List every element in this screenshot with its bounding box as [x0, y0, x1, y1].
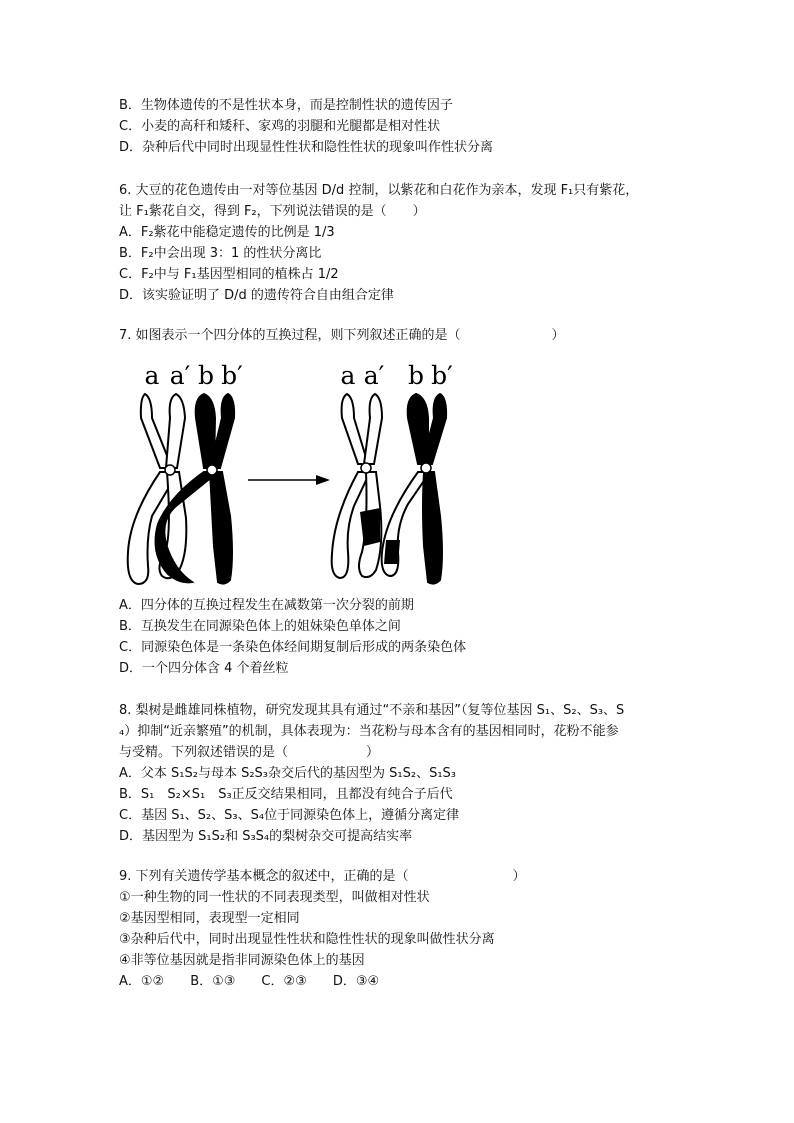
q6-stem-line1: 6. 大豆的花色遗传由一对等位基因 D/d 控制，以紫花和白花作为亲本，发现 F₁只有紫花， — [119, 183, 639, 198]
q7-option-a: A．四分体的互换过程发生在减数第一次分裂的前期 — [119, 598, 414, 613]
q8-stem-line3: 与受精。下列叙述错误的是（ ） — [119, 745, 380, 760]
label-a-prime-after: a′ — [363, 361, 385, 390]
chromatid-b-prime-lower-after — [423, 472, 442, 584]
q6-option-a: A．F₂紫花中能稳定遗传的比例是 1/3 — [119, 225, 335, 240]
q9-statement-3: ③杂种后代中，同时出现显性性状和隐性性状的现象叫做性状分离 — [119, 932, 495, 947]
q7-option-c: C．同源染色体是一条染色体经间期复制后形成的两条染色体 — [119, 640, 467, 655]
q5-option-b: B．生物体遗传的不是性状本身，而是控制性状的遗传因子 — [119, 98, 453, 113]
label-b-after: b — [407, 361, 425, 390]
q5-option-c: C．小麦的高秆和矮秆、家鸡的羽腿和光腿都是相对性状 — [119, 119, 441, 134]
label-b-prime-before: b′ — [221, 361, 243, 390]
process-arrow — [248, 475, 330, 485]
q8-option-a: A．父本 S₁S₂与母本 S₂S₃杂交后代的基因型为 S₁S₂、S₁S₃ — [119, 766, 456, 781]
q7-option-d: D．一个四分体含 4 个着丝粒 — [119, 661, 289, 676]
tetrad-crossover-figure — [118, 356, 458, 592]
q9-stem: 9. 下列有关遗传学基本概念的叙述中，正确的是（ ） — [119, 869, 526, 884]
q8-option-d: D．基因型为 S₁S₂和 S₃S₄的梨树杂交可提高结实率 — [119, 829, 413, 844]
q6-option-c: C．F₂中与 F₁基因型相同的植株占 1/2 — [119, 267, 339, 282]
q8-stem-line1: 8. 梨树是雌雄同株植物，研究发现其具有通过“不亲和基因”（复等位基因 S₁、S₂、S₃、S — [119, 703, 625, 718]
q7-option-b: B．互换发生在同源染色体上的姐妹染色单体之间 — [119, 619, 401, 634]
q6-option-d: D．该实验证明了 D/d 的遗传符合自由组合定律 — [119, 288, 394, 303]
q6-stem-line2: 让 F₁紫花自交，得到 F₂，下列说法错误的是（ ） — [119, 204, 426, 219]
label-a-after: a — [340, 361, 356, 390]
chromatid-a-upper-after — [342, 394, 368, 464]
chromatid-a-prime-upper-after — [364, 394, 382, 464]
label-b-before: b — [197, 361, 215, 390]
q8-stem-line2: ₄）抑制“近亲繁殖”的机制，具体表现为：当花粉与母本含有的基因相同时，花粉不能参 — [119, 724, 619, 739]
label-b-prime-after: b′ — [431, 361, 453, 390]
q9-options: A．①② B．①③ C．②③ D．③④ — [119, 974, 380, 989]
chromatid-b-prime-lower — [210, 472, 232, 584]
centromere-a-pair-after — [361, 463, 371, 473]
q9-statement-1: ①一种生物的同一性状的不同表现类型，叫做相对性状 — [119, 890, 430, 905]
q6-option-b: B．F₂中会出现 3：1 的性状分离比 — [119, 246, 322, 261]
tetrad-after — [332, 361, 453, 584]
centromere-b-pair — [207, 465, 217, 475]
exchanged-segment-black — [360, 508, 380, 546]
q9-statement-2: ②基因型相同，表现型一定相同 — [119, 911, 300, 926]
chromatid-a-prime-upper — [166, 394, 185, 468]
q5-option-d: D．杂种后代中同时出现显性性状和隐性性状的现象叫作性状分离 — [119, 140, 494, 155]
q8-option-c: C．基因 S₁、S₂、S₃、S₄位于同源染色体上，遵循分离定律 — [119, 808, 460, 823]
q8-option-b: B．S₁ S₂×S₁ S₃正反交结果相同，且都没有纯合子后代 — [119, 787, 453, 802]
centromere-b-pair-after — [421, 463, 431, 473]
centromere-a-pair — [165, 465, 175, 475]
q7-stem: 7. 如图表示一个四分体的互换过程，则下列叙述正确的是（ ） — [119, 328, 565, 343]
chromatid-b-lower-tip — [384, 540, 400, 564]
tetrad-before — [128, 361, 243, 584]
label-a-prime-before: a′ — [169, 361, 191, 390]
q9-statement-4: ④非等位基因就是指非同源染色体上的基因 — [119, 953, 365, 968]
label-a-before: a — [144, 361, 160, 390]
